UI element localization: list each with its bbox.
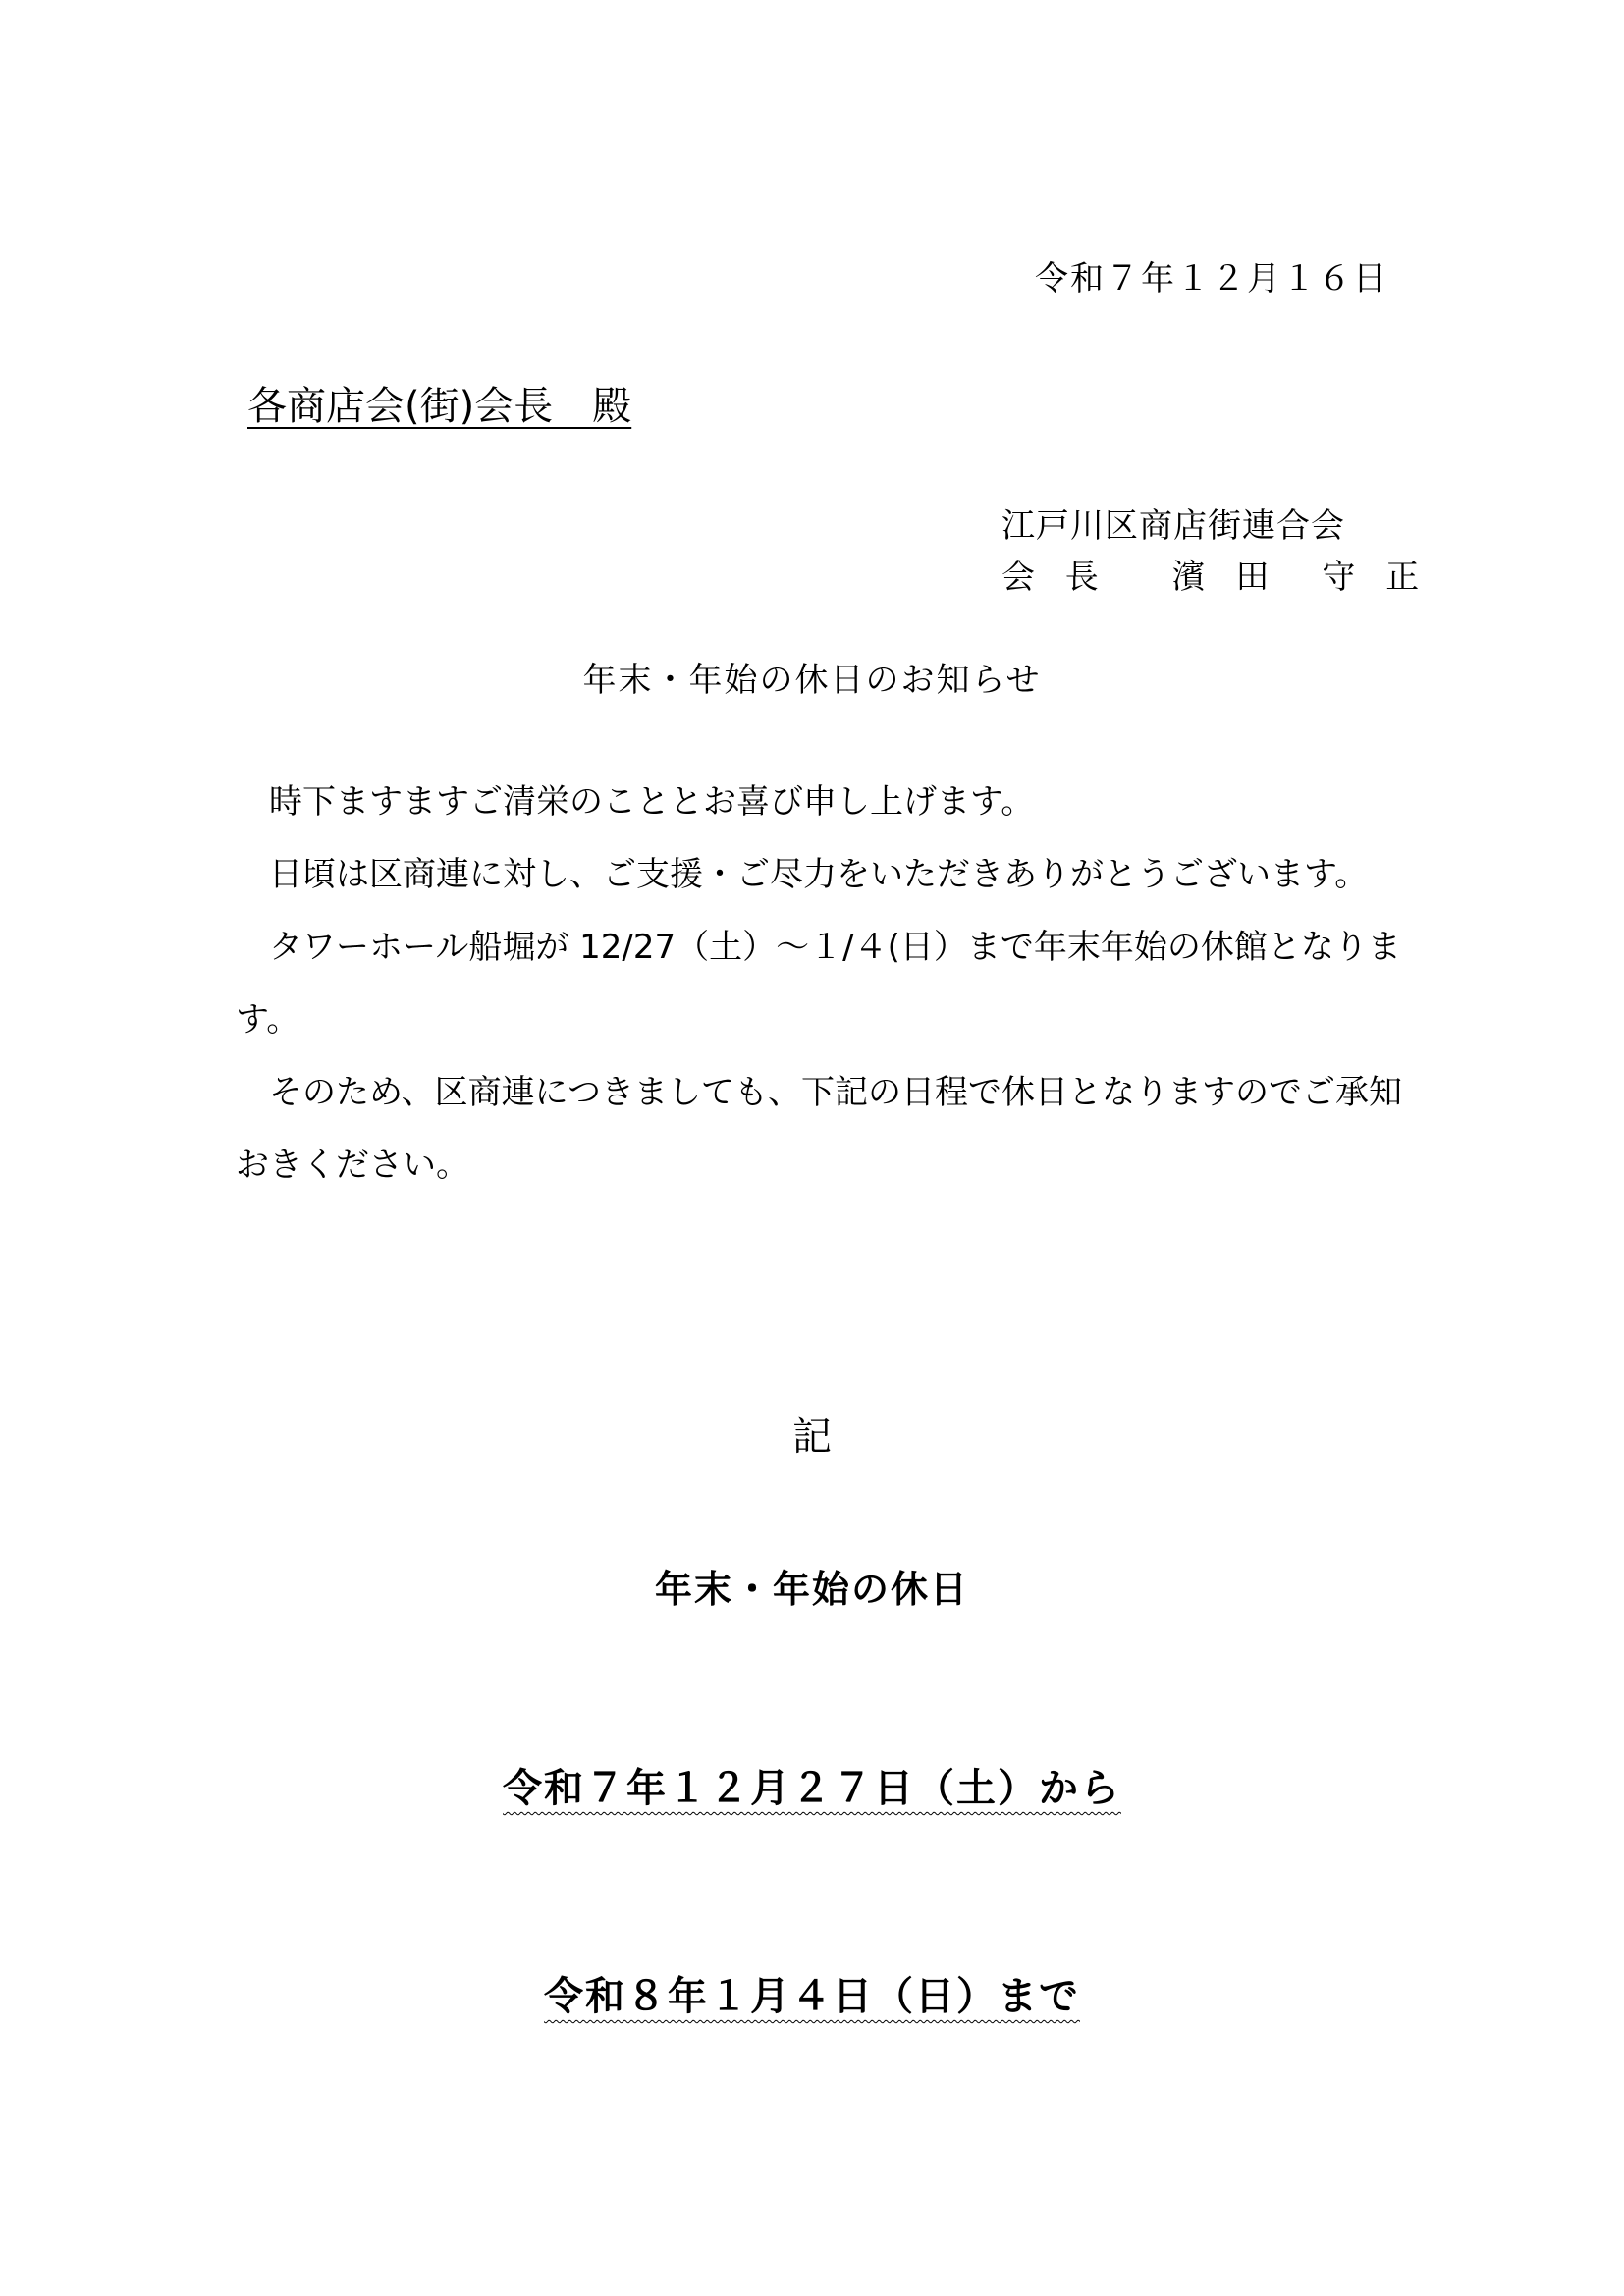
letter-date: 令和７年１２月１６日 [1035, 259, 1388, 298]
recipient-line: 各商店会(街)会長 殿 [247, 384, 632, 429]
holiday-end-date [0, 1965, 1624, 2021]
body-paragraph: そのため、区商連につきましても、下記の日程で休日となりますのでご承知おきください。 [236, 1073, 1402, 1185]
body-paragraph: タワーホール船堀が 12/27（土）～１/４(日）まで年末年始の休館となります。 [236, 928, 1401, 1040]
holiday-title: 年末・年始の休日 [654, 1568, 969, 1611]
letter-body [236, 766, 1404, 1201]
body-paragraph: 時下ますますご清栄のこととお喜び申し上げます。 [269, 782, 1035, 822]
sender-name: 会 長 濱 田 守 正 [1001, 558, 1430, 597]
holiday-start-date-text: 令和７年１２月２７日（土）から [503, 1766, 1121, 1811]
ki-heading: 記 [792, 1415, 832, 1460]
letter-subject: 年末・年始の休日のお知らせ [582, 661, 1042, 700]
holiday-start-date [0, 1757, 1624, 1813]
sender-organization: 江戸川区商店街連合会 [1001, 507, 1345, 546]
holiday-end-date-text: 令和８年１月４日（日）まで [544, 1974, 1080, 2019]
body-paragraph: 日頃は区商連に対し、ご支援・ご尽力をいただきありがとうございます。 [269, 855, 1369, 894]
